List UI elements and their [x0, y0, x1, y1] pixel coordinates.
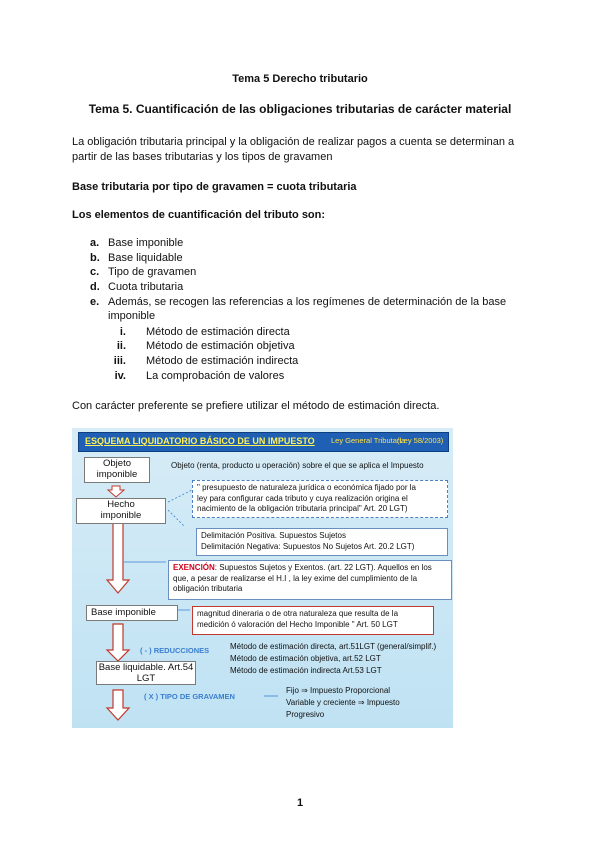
gravamen-fijo: Fijo ⇒ Impuesto Proporcional	[286, 686, 391, 695]
gravamen-progresivo: Progresivo	[286, 710, 325, 719]
node-label: LGT	[136, 673, 156, 684]
roman-marker: iv.	[114, 370, 126, 382]
intro-line-2: partir de las bases tributarias y los tipos de gravamen	[72, 151, 333, 163]
banner-year: (Ley 58/2003)	[397, 436, 444, 445]
roman-marker: ii.	[116, 340, 126, 352]
connector-line	[168, 490, 192, 502]
intro-line-1: La obligación tributaria principal y la obligación de realizar pagos a cuenta se determinan a	[72, 136, 515, 148]
method-item: Método de estimación objetiva	[146, 340, 295, 352]
method-item: Método de estimación indirecta	[146, 355, 299, 367]
list-item: Base imponible	[108, 237, 184, 249]
list-marker: e.	[90, 296, 100, 308]
list-marker: a.	[90, 237, 100, 249]
definition-line: medición ó valoración del Hecho Imponible " Art. 50 LGT	[197, 619, 398, 629]
delimitacion-box	[196, 528, 448, 556]
node-label: Base liquidable. Art.54	[98, 662, 194, 673]
metodo-directa: Método de estimación directa, art.51LGT (general/simplif.)	[230, 642, 437, 651]
node-label: imponible	[96, 469, 138, 480]
page-title: Tema 5 Derecho tributario	[232, 73, 368, 85]
delimitacion-negativa: Delimitación Negativa: Supuestos No Sujetos Art. 20.2 LGT)	[201, 541, 415, 551]
page-number: 1	[296, 797, 304, 809]
base-liquidable-node	[96, 661, 196, 685]
connector-line	[168, 510, 184, 526]
definition-line: magnitud dineraria o de otra naturaleza que resulta de la	[197, 609, 399, 618]
definition-line: nacimiento de la obligación tributaria principal" Art. 20 LGT)	[197, 504, 408, 513]
definition-line: " presupuesto de naturaleza jurídica o económica fijado por la	[197, 483, 416, 492]
exencion-line: obligación tributaria	[173, 584, 243, 593]
hecho-definition-box	[192, 480, 448, 518]
banner-law: Ley General Tributaria	[331, 436, 406, 445]
banner-title: ESQUEMA LIQUIDATORIO BÁSICO DE UN IMPUESTO	[85, 436, 315, 446]
exencion-box	[168, 560, 452, 600]
hecho-imponible-node	[76, 498, 166, 524]
list-item: Además, se recogen las referencias a los regímenes de determinación de la base	[108, 296, 507, 308]
exencion-text: : Supuestos Sujetos y Exentos. (art. 22 LGT). Aquellos en los	[214, 563, 432, 572]
metodo-objetiva: Método de estimación objetiva, art.52 LGT	[230, 654, 381, 663]
metodo-indirecta: Método de estimación indirecta Art.53 LGT	[230, 666, 382, 675]
list-item: Tipo de gravamen	[108, 266, 197, 278]
list-item-continuation: imponible	[108, 310, 156, 322]
list-marker: c.	[90, 266, 100, 278]
definition-line: ley para configurar cada tributo y cuya realización origina el	[197, 493, 408, 503]
roman-marker: iii.	[113, 355, 126, 367]
node-label: Objeto	[103, 458, 131, 469]
section-title: Tema 5. Cuantificación de las obligaciones tributarias de carácter material	[88, 102, 512, 116]
elements-heading: Los elementos de cuantificación del tributo son:	[72, 209, 326, 221]
list-item: Cuota tributaria	[108, 281, 184, 293]
preference-text: Con carácter preferente se prefiere utilizar el método de estimación directa.	[72, 400, 440, 412]
exencion-line	[173, 563, 447, 574]
tipo-gravamen-label: ( X ) TIPO DE GRAVAMEN	[144, 692, 235, 701]
down-arrow-final	[107, 690, 129, 720]
objeto-imponible-node	[84, 457, 150, 483]
down-arrow-large	[107, 522, 129, 593]
list-item: Base liquidable	[108, 252, 183, 264]
down-arrow-medium	[107, 624, 129, 661]
formula: Base tributaria por tipo de gravamen = cuota tributaria	[72, 181, 357, 193]
objeto-description: Objeto (renta, producto u operación) sobre el que se aplica el Impuesto	[171, 461, 424, 470]
list-marker: d.	[90, 281, 100, 293]
method-item: Método de estimación directa	[146, 326, 290, 338]
down-arrow-small	[108, 486, 124, 497]
tax-scheme-diagram	[72, 428, 453, 728]
list-marker: b.	[90, 252, 100, 264]
exencion-label: EXENCIÓN	[173, 563, 215, 572]
roman-marker: i.	[119, 326, 126, 338]
node-label: Hecho	[107, 499, 135, 510]
exencion-line: que, a pesar de realizarse el H.I , la ley exime del cumplimiento de la	[173, 573, 418, 583]
node-label: imponible	[100, 510, 142, 521]
delimitacion-positiva: Delimitación Positiva. Supuestos Sujetos	[201, 531, 346, 540]
base-imponible-node: Base imponible	[86, 605, 178, 621]
base-imponible-definition	[192, 606, 434, 635]
gravamen-variable: Variable y creciente ⇒ Impuesto	[286, 698, 400, 707]
reducciones-label: ( - ) REDUCCIONES	[140, 646, 210, 655]
method-item: La comprobación de valores	[146, 370, 285, 382]
